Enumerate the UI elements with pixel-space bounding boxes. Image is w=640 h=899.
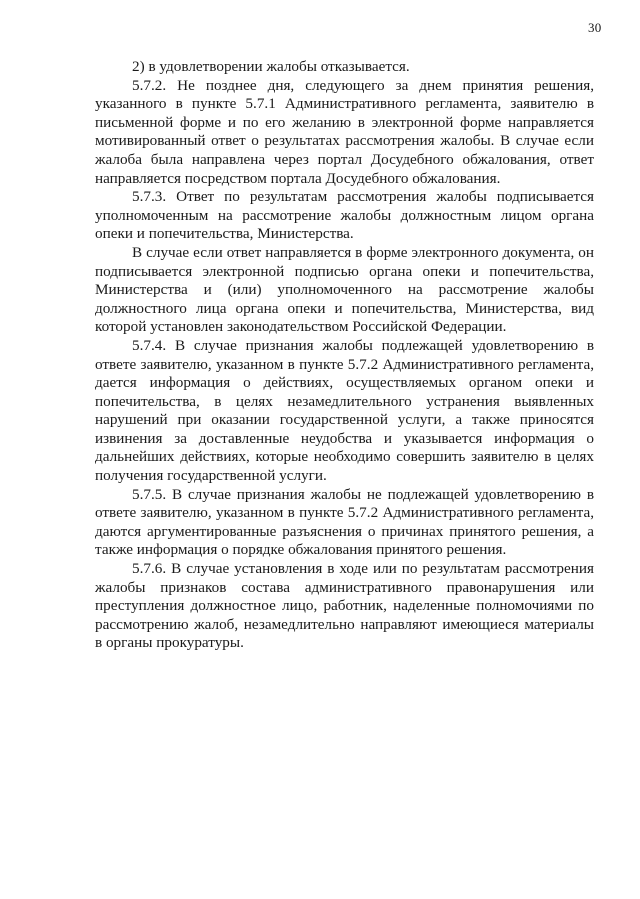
paragraph-5-7-4: 5.7.4. В случае признания жалобы подлежащей удовлетворению в ответе заявителю, указанном в пункте 5.7.2 Административного регламента, дается информация о действиях, осуществляемых органом опеки и попечительства, в целях незамедлительного устранения выявленных нарушений при оказании государственной услуги, а также приносятся извинения за доставленные неудобства и указывается информация о дальнейших действиях, которые необходимо совершить заявителю в целях получения государственной услуги. <box>95 336 594 485</box>
paragraph-5-7-5: 5.7.5. В случае признания жалобы не подлежащей удовлетворению в ответе заявителю, указанном в пункте 5.7.2 Административного регламента, даются аргументированные разъяснения о причинах принятого решения, а также информация о порядке обжалования принятого решения. <box>95 485 594 559</box>
paragraph-item-2: 2) в удовлетворении жалобы отказывается. <box>132 58 410 75</box>
document-body <box>95 58 594 653</box>
paragraph-5-7-6: 5.7.6. В случае установления в ходе или по результатам рассмотрения жалобы признаков состава административного правонарушения или преступления должностное лицо, работник, наделенные полномочиями по рассмотрению жалоб, незамедлительно направляют имеющиеся материалы в органы прокуратуры. <box>95 560 594 652</box>
paragraph-5-7-3: 5.7.3. Ответ по результатам рассмотрения жалобы подписывается уполномоченным на рассмотрение жалобы должностным лицом органа опеки и попечительства, Министерства. <box>95 188 594 243</box>
paragraph-electronic-document: В случае если ответ направляется в форме электронного документа, он подписывается электронной подписью органа опеки и попечительства, Министерства и (или) уполномоченного на рассмотрение жалобы должностного лица органа опеки и попечительства, Министерства, вид которой установлен законодательством Российской Федерации. <box>95 243 594 336</box>
paragraph-5-7-2: 5.7.2. Не позднее дня, следующего за днем принятия решения, указанного в пункте 5.7.1 Административного регламента, заявителю в письменной форме и по его желанию в электронной форме направляется мотивированный ответ о результатах рассмотрения жалобы. В случае если жалоба была направлена через портал Досудебного обжалования, ответ направляется посредством портала Досудебного обжалования. <box>95 76 594 187</box>
page-number: 30 <box>588 20 602 35</box>
